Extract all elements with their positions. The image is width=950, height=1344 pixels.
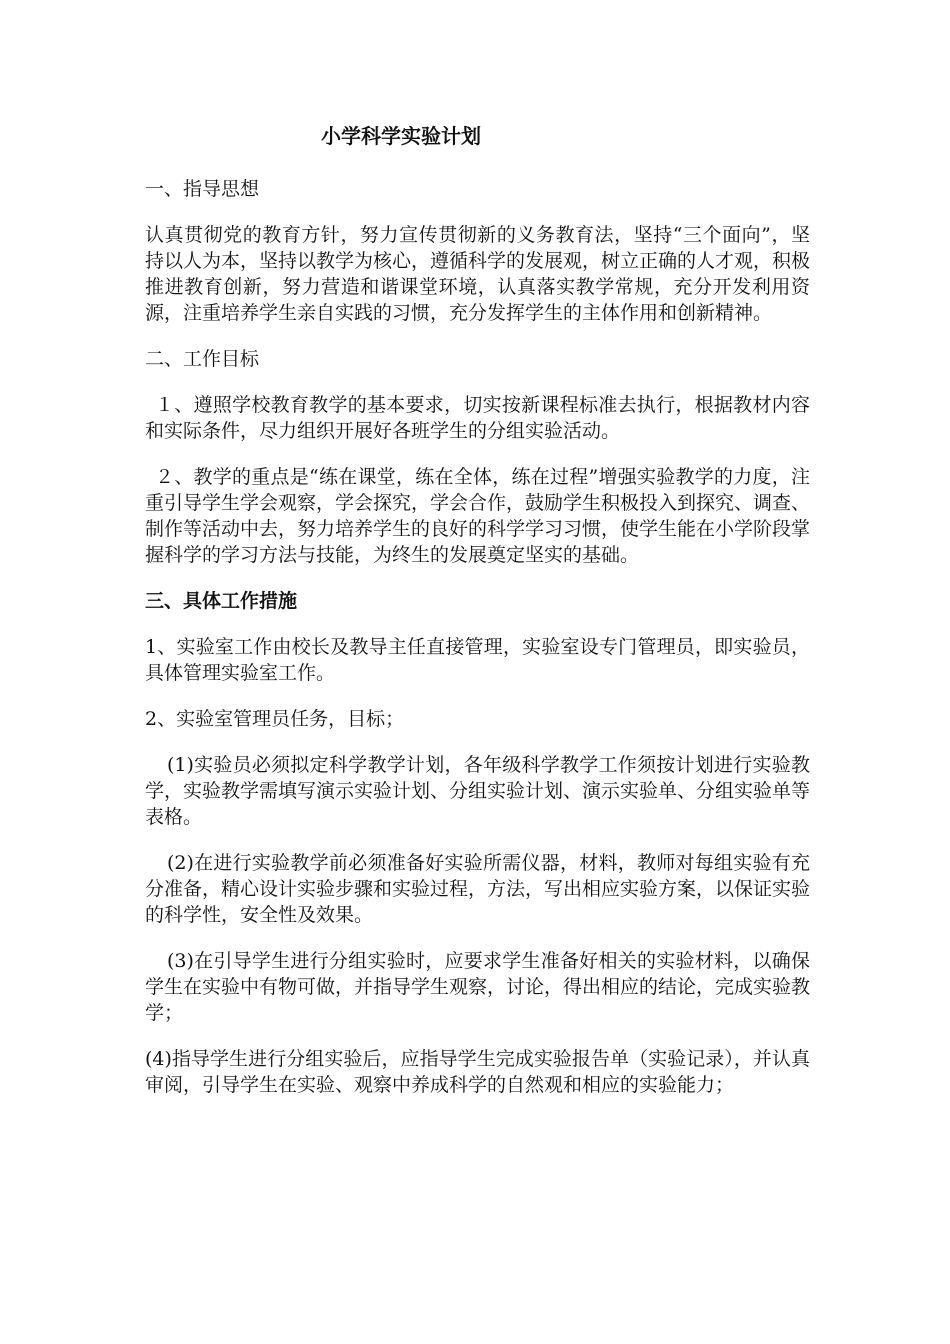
document-page (145, 118, 810, 1118)
paragraph-measure-2-item-1: (1)实验员必须拟定科学教学计划，各年级科学教学工作须按计划进行实验教学，实验教学需填写演示实验计划、分组实验计划、演示实验单、分组实验单等表格。 (145, 754, 811, 828)
paragraph-measure-2-item-3: (3)在引导学生进行分组实验时，应要求学生准备好相关的实验材料，以确保学生在实验中有物可做，并指导学生观察，讨论，得出相应的结论，完成实验教学； (145, 950, 811, 1024)
paragraph-goal-1: １、遵照学校教育教学的基本要求，切实按新课程标准去执行，根据教材内容和实际条件，尽力组织开展好各班学生的分组实验活动。 (145, 394, 810, 442)
paragraph-measure-2-item-2: (2)在进行实验教学前必须准备好实验所需仪器，材料，教师对每组实验有充分准备，精心设计实验步骤和实验过程，方法，写出相应实验方案，以保证实验的科学性，安全性及效果。 (145, 852, 811, 926)
document-title: 小学科学实验计划 (321, 124, 481, 148)
paragraph-measure-1: 1、实验室工作由校长及教导主任直接管理，实验室设专门管理员，即实验员，具体管理实验室工作。 (145, 636, 810, 684)
section-heading-work-goals: 二、工作目标 (145, 348, 260, 370)
paragraph-measure-2-item-4: (4)指导学生进行分组实验后，应指导学生完成实验报告单（实验记录），并认真审阅，引导学生在实验、观察中养成科学的自然观和相应的实验能力； (145, 1048, 810, 1096)
section-heading-guiding-ideology: 一、指导思想 (145, 178, 260, 200)
paragraph-goal-2: ２、教学的重点是“练在课堂，练在全体，练在过程”增强实验教学的力度，注重引导学生学会观察，学会探究，学会合作，鼓励学生积极投入到探究、调查、制作等活动中去，努力培养学生的良好的科学学习习惯，使学生能在小学阶段掌握科学的学习方法与技能，为终生的发展奠定坚实的基础。 (145, 466, 811, 566)
section-heading-measures: 三、具体工作措施 (145, 590, 298, 612)
paragraph-guiding-ideology: 认真贯彻党的教育方针，努力宣传贯彻新的义务教育法，坚持“三个面向”，坚持以人为本，坚持以教学为核心，遵循科学的发展观，树立正确的人才观，积极推进教育创新，努力营造和谐课堂环境，认真落实教学常规，充分开发利用资源，注重培养学生亲自实践的习惯，充分发挥学生的主体作用和创新精神。 (145, 224, 811, 324)
paragraph-measure-2: 2、实验室管理员任务，目标； (145, 708, 405, 730)
